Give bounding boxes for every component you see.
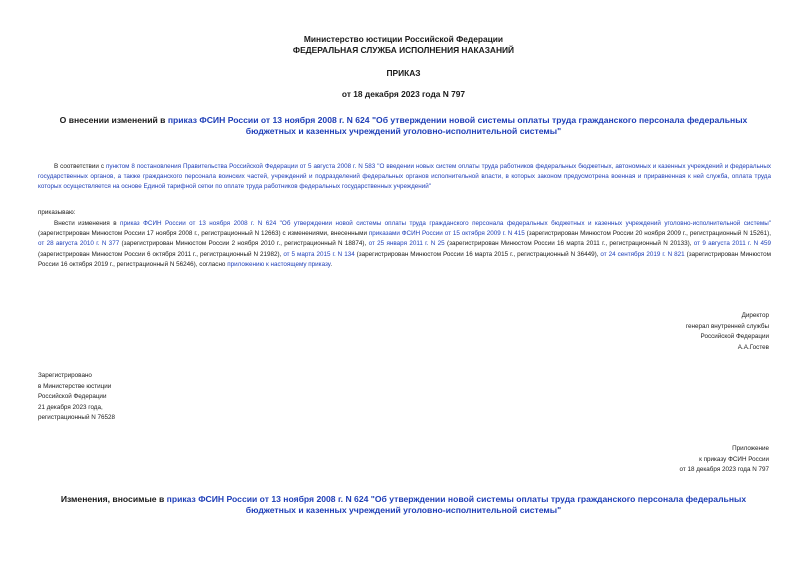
registration-line-2: в Министерстве юстиции bbox=[38, 382, 112, 390]
signature-rank: генерал внутренней службы bbox=[685, 322, 769, 330]
order-title-link[interactable]: приказ ФСИН России от 13 ноября 2008 г. N 624 "Об утверждении новой системы оплаты труда гражданского персонала федеральных бюджетных и казенных учреждений уголовно-исполнительной системы" bbox=[167, 115, 748, 136]
body-text-6: (зарегистрирован Минюстом России 6 октября 2011 г., регистрационный N 21982), bbox=[38, 250, 284, 258]
body-link-order-134[interactable]: от 5 марта 2015 г. N 134 bbox=[283, 250, 355, 258]
body-text-9: . bbox=[330, 260, 333, 268]
ministry-name: Министерство юстиции Российской Федерации bbox=[303, 34, 504, 44]
body-text-3: (зарегистрирован Минюстом России 20 ноября 2009 г., регистрационный N 15261), bbox=[524, 230, 771, 238]
order-title-prefix: О внесении изменений в bbox=[59, 115, 168, 125]
appendix-line-3: от 18 декабря 2023 года N 797 bbox=[679, 466, 769, 473]
body-text-2: (зарегистрирован Минюстом России 17 ноября 2008 г., регистрационный N 12663) с изменениями, внесенными bbox=[38, 230, 369, 238]
registration-line-1: Зарегистрировано bbox=[38, 372, 92, 379]
appendix-block bbox=[679, 444, 769, 476]
registration-line-4: 21 декабря 2023 года, bbox=[38, 403, 103, 411]
registration-block bbox=[38, 371, 115, 424]
changes-title-link[interactable]: приказ ФСИН России от 13 ноября 2008 г. N 624 "Об утверждении новой системы оплаты труда гражданского персонала федеральных бюджетных и казенных учреждений уголовно-исполнительной системы" bbox=[166, 494, 747, 515]
body-link-order-25[interactable]: от 25 января 2011 г. N 25 bbox=[368, 240, 445, 248]
signature-position: Директор bbox=[741, 312, 769, 319]
preamble-link[interactable]: пунктом 8 постановления Правительства Российской Федерации от 5 августа 2008 г. N 583 "О введении новых систем оплаты труда работников федеральных бюджетных, автономных и казенных учреждений и федеральных государственных органов, а также гражданского персонала воинских частей, учреждений и подразделений федеральных органов исполнительной власти, в которых законом предусмотрена военная и приравненная к ней служба, оплата труда которых осуществляется на основе Единой тарифной сетки по оплате труда работников федеральных государственных учреждений" bbox=[38, 163, 772, 191]
body-text-1: Внести изменения в bbox=[54, 220, 121, 227]
signature-country: Российской Федерации bbox=[700, 333, 769, 340]
order-word: приказываю: bbox=[38, 209, 76, 216]
appendix-line-2: к приказу ФСИН России bbox=[699, 455, 769, 463]
body-link-order-821[interactable]: от 24 сентября 2019 г. N 821 bbox=[600, 250, 685, 258]
appendix-line-1: Приложение bbox=[732, 445, 769, 452]
signature-name: А.А.Гостев bbox=[737, 343, 769, 351]
body-text-5: (зарегистрирован Минюстом России 16 марта 2011 г., регистрационный N 20133), bbox=[444, 240, 694, 248]
changes-title-prefix: Изменения, вносимые в bbox=[60, 494, 167, 504]
order-title bbox=[40, 115, 767, 137]
body-paragraph bbox=[38, 219, 771, 270]
signature-block bbox=[686, 311, 769, 353]
body-link-appendix[interactable]: приложению к настоящему приказу bbox=[227, 260, 331, 268]
body-text-8: (зарегистрирован Минюстом России 16 октября 2019 г., регистрационный N 56246), согласно bbox=[38, 250, 771, 268]
registration-line-3: Российской Федерации bbox=[38, 393, 107, 400]
changes-title bbox=[40, 494, 767, 516]
body-link-order-624[interactable]: приказ ФСИН России от 13 ноября 2008 г. N 624 "Об утверждении новой системы оплаты труда гражданского персонала федеральных бюджетных и казенных учреждений уголовно-исполнительной системы" bbox=[120, 220, 771, 227]
body-text-7: (зарегистрирован Минюстом России 16 марта 2015 г., регистрационный N 36449), bbox=[354, 250, 601, 258]
service-name: ФЕДЕРАЛЬНАЯ СЛУЖБА ИСПОЛНЕНИЯ НАКАЗАНИЙ bbox=[292, 45, 515, 55]
preamble-paragraph bbox=[38, 162, 771, 193]
body-link-order-415[interactable]: приказами ФСИН России от 15 октября 2009 г. N 415 bbox=[368, 230, 525, 238]
preamble-text: В соответствии с bbox=[54, 163, 106, 170]
doc-date-number: от 18 декабря 2023 года N 797 bbox=[341, 89, 466, 99]
registration-line-5: регистрационный N 76528 bbox=[38, 414, 116, 421]
body-link-order-377[interactable]: от 28 августа 2010 г. N 377 bbox=[38, 240, 120, 248]
doc-type: ПРИКАЗ bbox=[386, 68, 421, 78]
body-text-4: (зарегистрирован Минюстом России 2 ноября 2010 г., регистрационный N 18874), bbox=[119, 240, 369, 248]
body-link-order-459[interactable]: от 9 августа 2011 г. N 459 bbox=[693, 240, 771, 248]
